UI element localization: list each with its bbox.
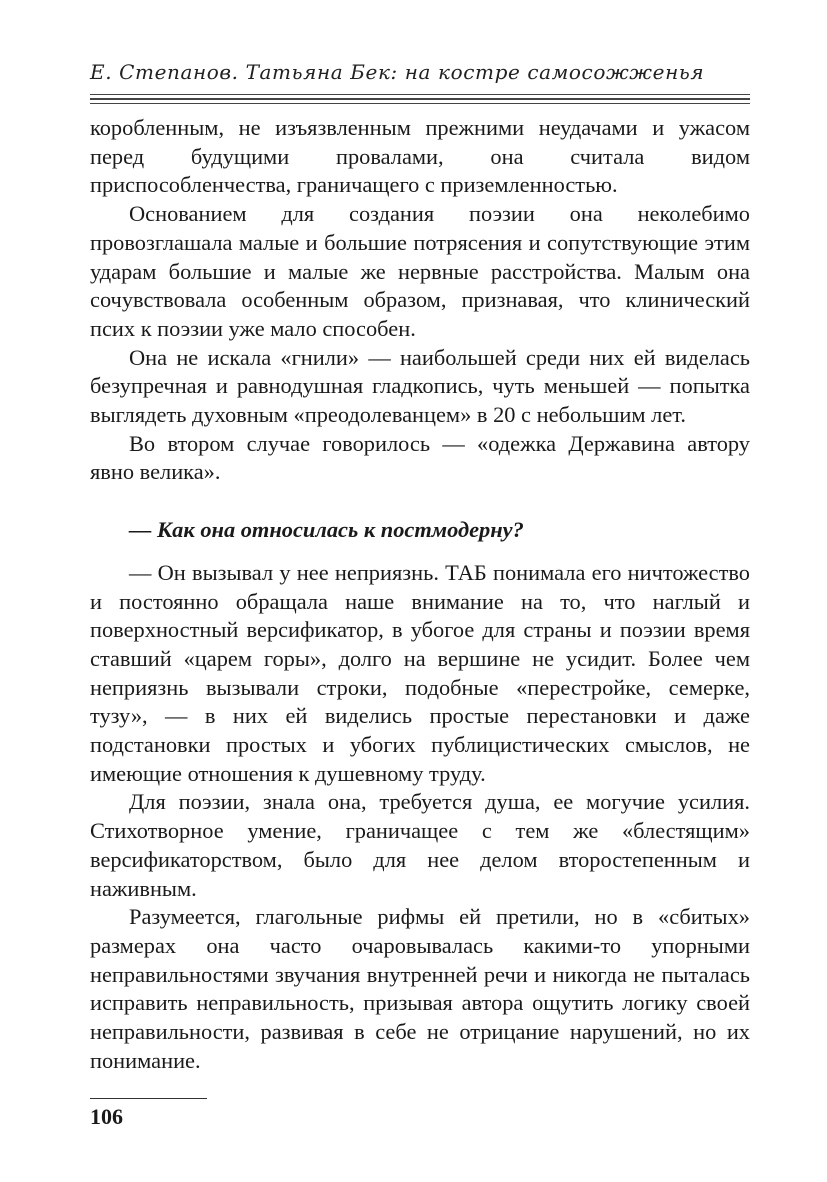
header-rule-top xyxy=(90,94,750,95)
page-number: 106 xyxy=(90,1104,123,1129)
paragraph-continued: коробленным, не изъязвленным прежними неудачами и ужасом перед будущими провалами, она считала видом приспособленчества, граничащего с приземленностью. xyxy=(90,115,750,198)
running-title: Е. Степанов. Татьяна Бек: на костре самосожженья xyxy=(90,60,705,84)
interview-question: — Как она относилась к постмодерну? xyxy=(129,517,524,543)
page-body xyxy=(90,114,750,1076)
header-rule-bottom xyxy=(90,103,750,104)
paragraph: Она не искала «гнили» — наибольшей среди них ей виделась безупречная и равнодушная гладкопись, чуть меньшей — попытка выглядеть духовным «преодолеванцем» в 20 с небольшим лет. xyxy=(90,344,750,428)
paragraph: Для поэзии, знала она, требуется душа, ее могучие усилия. Стихотворное умение, граничащее с тем же «блестящим» версификаторством, было для нее делом второстепенным и наживным. xyxy=(90,789,750,901)
paragraph: Во втором случае говорилось — «одежка Державина автору явно велика». xyxy=(90,430,750,485)
header-rule-middle xyxy=(90,98,750,100)
footer-rule xyxy=(90,1098,207,1099)
running-header xyxy=(90,58,750,104)
paragraph: Основанием для создания поэзии она неколебимо провозглашала малые и большие потрясения и сопутствующие этим ударам большие и малые же нервные расстройства. Малым она сочувствовала особенным образом, признавая, что клинический псих к поэзии уже мало способен. xyxy=(90,201,750,341)
paragraph: Разумеется, глагольные рифмы ей претили, но в «сбитых» размерах она часто очаровывалась какими-то упорными неправильностями звучания внутренней речи и никогда не пыталась исправить неправильность, призывая автора ощутить логику своей неправильности, развивая в себе не отрицание нарушений, но их понимание. xyxy=(90,904,750,1073)
paragraph: — Он вызывал у нее неприязнь. ТАБ понимала его ничтожество и постоянно обращала наше внимание на то, что наглый и поверхностный версификатор, в убогое для страны и поэзии время ставший «царем горы», долго на вершине не усидит. Более чем неприязнь вызывали строки, подобные «перестройке, семерке, тузу», — в них ей виделись простые перестановки и даже подстановки простых и убогих публицистических смыслов, не имеющие отношения к душевному труду. xyxy=(90,559,750,786)
